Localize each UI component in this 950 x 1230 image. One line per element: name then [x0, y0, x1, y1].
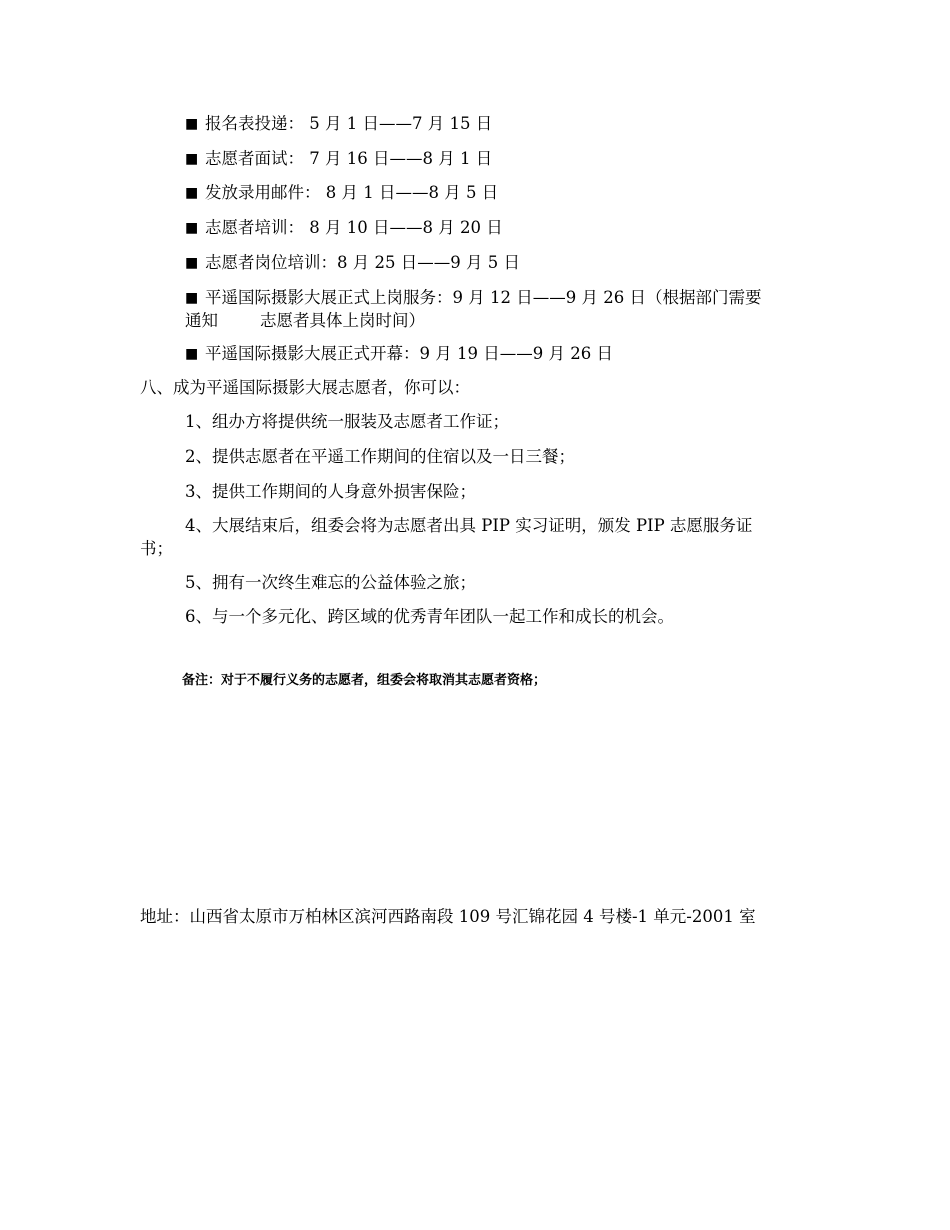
schedule-item-post-training: ■ 志愿者岗位培训：8 月 25 日——9 月 5 日: [185, 252, 520, 274]
schedule-item-on-duty: ■ 平遥国际摄影大展正式上岗服务：9 月 12 日——9 月 26 日（根据部门需要: [185, 287, 761, 309]
remark-note: 备注：对于不履行义务的志愿者，组委会将取消其志愿者资格；: [182, 673, 547, 688]
address-line: 地址：山西省太原市万柏林区滨河西路南段 109 号汇锦花园 4 号楼-1 单元-2001 室: [140, 907, 756, 926]
schedule-item-application: ■ 报名表投递： 5 月 1 日——7 月 15 日: [185, 113, 492, 135]
schedule-item-on-duty-continued: 通知 志愿者具体上岗时间）: [185, 311, 425, 330]
benefit-item-3: 3、提供工作期间的人身意外损害保险；: [185, 482, 476, 501]
schedule-item-training: ■ 志愿者培训： 8 月 10 日——8 月 20 日: [185, 217, 503, 239]
schedule-item-opening: ■ 平遥国际摄影大展正式开幕：9 月 19 日——9 月 26 日: [185, 343, 613, 365]
benefit-item-4: 4、大展结束后，组委会将为志愿者出具 PIP 实习证明，颁发 PIP 志愿服务证: [185, 516, 753, 535]
schedule-item-interview: ■ 志愿者面试： 7 月 16 日——8 月 1 日: [185, 148, 492, 170]
benefit-item-6: 6、与一个多元化、跨区域的优秀青年团队一起工作和成长的机会。: [185, 607, 674, 626]
benefit-item-2: 2、提供志愿者在平遥工作期间的住宿以及一日三餐；: [185, 447, 575, 466]
schedule-item-offer-email: ■ 发放录用邮件： 8 月 1 日——8 月 5 日: [185, 182, 498, 204]
benefit-item-4-continued: 书；: [140, 539, 173, 558]
benefit-item-1: 1、组办方将提供统一服装及志愿者工作证；: [185, 412, 509, 431]
benefit-item-5: 5、拥有一次终生难忘的公益体验之旅；: [185, 573, 476, 592]
section-8-heading: 八、成为平遥国际摄影大展志愿者，你可以：: [140, 378, 470, 397]
